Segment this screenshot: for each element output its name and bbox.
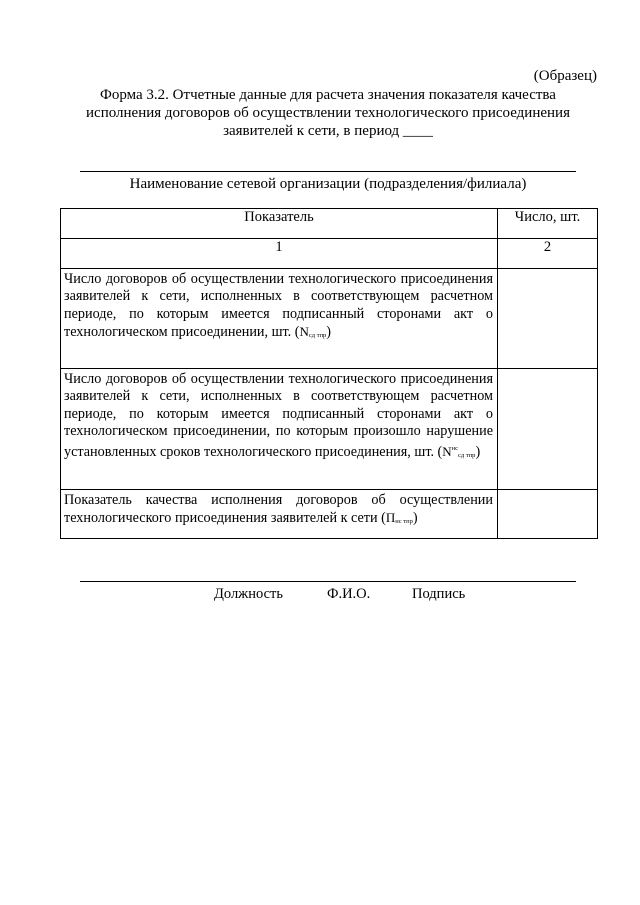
form-title-line-2: исполнения договоров об осуществлении технологического присоединения <box>86 105 570 121</box>
value-cell[interactable] <box>498 490 598 539</box>
indicator-text: Число договоров об осуществлении технологического присоединения заявителей к сети, исполненных в соответствующем расчетном периоде, по которым имеется подписанный сторонами акт о технологическом присоединении, по которым произошло нарушение установленных сроков технологического присоединения, шт. <box>64 371 493 461</box>
indicator-text: Показатель качества исполнения договоров об осуществлении технологического присоединения заявителей к сети <box>64 492 493 527</box>
indicator-cell: Число договоров об осуществлении технологического присоединения заявителей к сети, исполненных в соответствующем расчетном периоде, по которым имеется подписанный сторонами акт о технологическом присоединении, шт. (Nсд тпр) <box>61 269 498 369</box>
org-name-line <box>80 171 576 172</box>
indicator-text: Число договоров об осуществлении технологического присоединения заявителей к сети, исполненных в соответствующем расчетном периоде, по которым имеется подписанный сторонами акт о технологическом присоединении, шт. <box>64 271 493 340</box>
report-table <box>60 208 598 539</box>
table-header-row <box>61 209 598 239</box>
table-row <box>61 369 598 490</box>
header-indicator: Показатель <box>61 209 498 239</box>
indicator-symbol: Nсд тпр <box>299 323 327 339</box>
form-title-line-3: заявителей к сети, в период ____ <box>223 123 433 139</box>
value-cell[interactable] <box>498 269 598 369</box>
column-number-row <box>61 239 598 269</box>
column-number-2: 2 <box>498 239 598 269</box>
signature-name-label: Ф.И.О. <box>327 586 371 602</box>
signature-position-label: Должность <box>214 586 283 602</box>
indicator-symbol: $N^{нс}сд$ тпр <box>442 444 476 460</box>
table-row <box>61 490 598 539</box>
org-name-label: Наименование сетевой организации (подразделения/филиала) <box>129 176 527 192</box>
column-number-1: 1 <box>61 239 498 269</box>
indicator-cell: Число договоров об осуществлении технологического присоединения заявителей к сети, исполненных в соответствующем расчетном периоде, по которым имеется подписанный сторонами акт о технологическом присоединении, по которым произошло нарушение установленных сроков технологического присоединения, шт. ($N^{нс}сд$ тпр) <box>61 369 498 490</box>
header-count: Число, шт. <box>498 209 598 239</box>
table-row <box>61 269 598 369</box>
sample-label: (Образец) <box>533 68 597 84</box>
signature-sign-label: Подпись <box>412 586 466 602</box>
signature-line <box>80 581 576 582</box>
form-title-line-1: Форма 3.2. Отчетные данные для расчета значения показателя качества <box>100 87 556 103</box>
indicator-cell: Показатель качества исполнения договоров об осуществлении технологического присоединения заявителей к сети (Пнс тпр) <box>61 490 498 539</box>
form-title <box>60 86 596 140</box>
value-cell[interactable] <box>498 369 598 490</box>
indicator-symbol: Пнс тпр <box>385 510 413 526</box>
